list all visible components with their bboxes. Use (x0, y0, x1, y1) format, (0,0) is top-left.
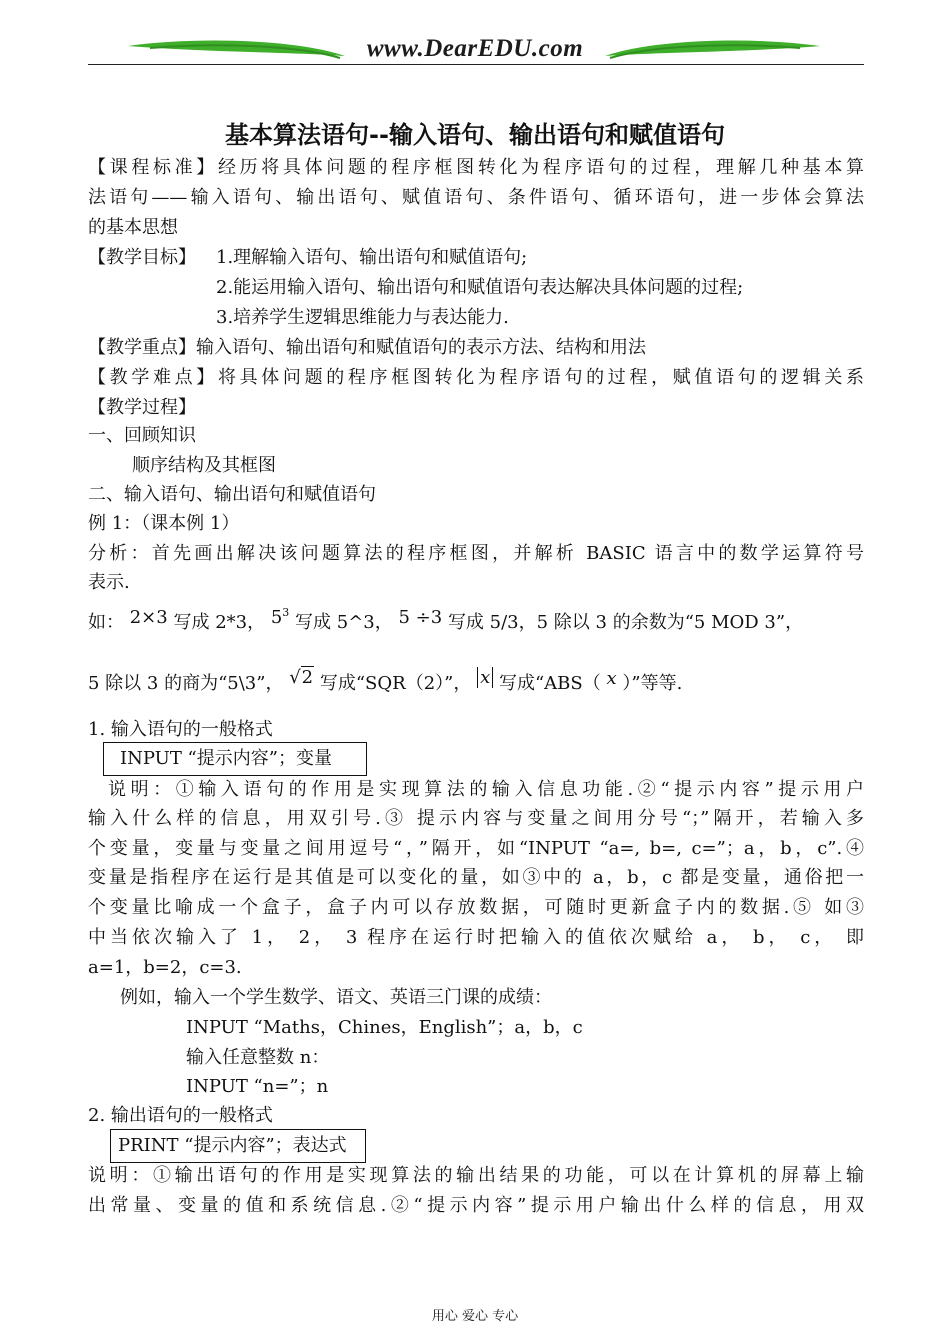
output-desc-line-2: 出常量、变量的值和系统信息.②“提示内容”提示用户输出什么样的信息，用双 (88, 1195, 864, 1216)
ops2-text-1: 5 除以 3 的商为“5\3”， (88, 673, 284, 694)
operators-line-1 (88, 606, 803, 635)
ops-text-3: 写成 5/3，5 除以 3 的余数为“5 MOD 3”， (447, 612, 804, 633)
input-example-label: 输入任意整数 n： (186, 1047, 330, 1068)
operators-line-2 (88, 667, 683, 696)
section-2-heading: 二、输入语句、输出语句和赋值语句 (88, 484, 376, 505)
page-footer: 用心 爱心 专心 (431, 1309, 519, 1324)
left-swoosh (128, 41, 345, 56)
math-sqrt-2 (289, 666, 314, 690)
teaching-process-label: 【教学过程】 (88, 397, 196, 418)
document-title: 基本算法语句--输入语句、输出语句和赋值语句 (225, 121, 725, 149)
example-1-label: 例 1：（课本例 1） (88, 513, 240, 534)
input-desc-line-4: 变量是指程序在运行是其值是可以变化的量，如③中的 a，b，c 都是变量，通俗把一 (88, 867, 864, 888)
input-format-syntax: INPUT “提示内容”；变量 (120, 748, 332, 769)
power-exponent: 3 (282, 606, 290, 619)
input-desc-line-7: a=1，b=2，c=3. (88, 957, 242, 978)
ops-text-2: 写成 5^3， (295, 612, 393, 633)
input-desc-line-3: 个变量，变量与变量之间用逗号“，”隔开，如“INPUT “a=, b=, c=”；a，b，c”.④ (88, 838, 864, 859)
input-example-code-2: INPUT “n=”；n (186, 1076, 329, 1097)
course-standard-line-3: 的基本思想 (88, 217, 178, 238)
analysis-line-1: 分析：首先画出解决该问题算法的程序框图，并解析 BASIC 语言中的数学运算符号 (88, 543, 864, 564)
header-rule (88, 64, 864, 65)
ops-prefix: 如： (88, 612, 124, 633)
input-desc-line-1: 说明：①输入语句的作用是实现算法的输入信息功能.②“提示内容”提示用户 (108, 779, 864, 800)
analysis-line-2: 表示. (88, 572, 130, 593)
input-desc-line-6: 中当依次输入了 1， 2， 3 程序在运行时把输入的值依次赋给 a， b， c， 即 (88, 927, 864, 948)
right-swoosh (605, 41, 820, 56)
math-5-div-3: 5 ÷3 (398, 607, 443, 628)
math-x: x (606, 668, 617, 689)
input-example-code-1: INPUT “Maths，Chines，English”；a，b，c (186, 1017, 583, 1038)
ops2-text-3: 写成“ABS（ (498, 673, 601, 694)
power-base: 5 (270, 607, 283, 628)
course-standard-line-1: 【课程标准】经历将具体问题的程序框图转化为程序语句的过程，理解几种基本算 (88, 157, 864, 178)
ops2-text-2: 写成“SQR（2）”， (319, 673, 472, 694)
output-format-heading: 2. 输出语句的一般格式 (88, 1105, 273, 1126)
goal-item-3: 3.培养学生逻辑思维能力与表达能力. (216, 307, 509, 328)
output-desc-line-1: 说明：①输出语句的作用是实现算法的输出结果的功能，可以在计算机的屏幕上输 (88, 1165, 864, 1186)
course-standard-line-2: 法语句——输入语句、输出语句、赋值语句、条件语句、循环语句，进一步体会算法 (88, 187, 864, 208)
sqrt-symbol: √ (289, 667, 301, 688)
review-heading: 一、回顾知识 (88, 425, 196, 446)
input-desc-line-5: 个变量比喻成一个盒子，盒子内可以存放数据，可随时更新盒子内的数据.⑤ 如③ (88, 897, 864, 918)
ops-text-1: 写成 2*3， (173, 612, 266, 633)
math-2-times-3: 2×3 (129, 607, 168, 628)
input-format-heading: 1. 输入语句的一般格式 (88, 719, 273, 740)
page-header (0, 0, 950, 72)
teaching-goals-label: 【教学目标】 (88, 247, 196, 268)
goal-item-1: 1.理解输入语句、输出语句和赋值语句; (216, 247, 528, 268)
input-desc-line-2: 输入什么样的信息，用双引号.③ 提示内容与变量之间用分号“；”隔开，若输入多 (88, 808, 864, 829)
goal-item-2: 2.能运用输入语句、输出语句和赋值语句表达解决具体问题的过程; (216, 277, 744, 298)
ops2-text-4: ）”等等. (622, 673, 683, 694)
math-5-power-3 (271, 607, 289, 628)
teaching-difficulty: 【教学难点】将具体问题的程序框图转化为程序语句的过程，赋值语句的逻辑关系 (88, 367, 864, 388)
review-item: 顺序结构及其框图 (132, 455, 276, 476)
teaching-focus: 【教学重点】输入语句、输出语句和赋值语句的表示方法、结构和用法 (88, 337, 646, 358)
input-example-intro: 例如，输入一个学生数学、语文、英语三门课的成绩： (120, 987, 552, 1008)
site-logo: www.DearEDU.com (366, 35, 584, 62)
math-abs-x: x (477, 667, 493, 688)
output-format-syntax: PRINT “提示内容”；表达式 (118, 1135, 347, 1156)
sqrt-argument: 2 (301, 667, 314, 688)
